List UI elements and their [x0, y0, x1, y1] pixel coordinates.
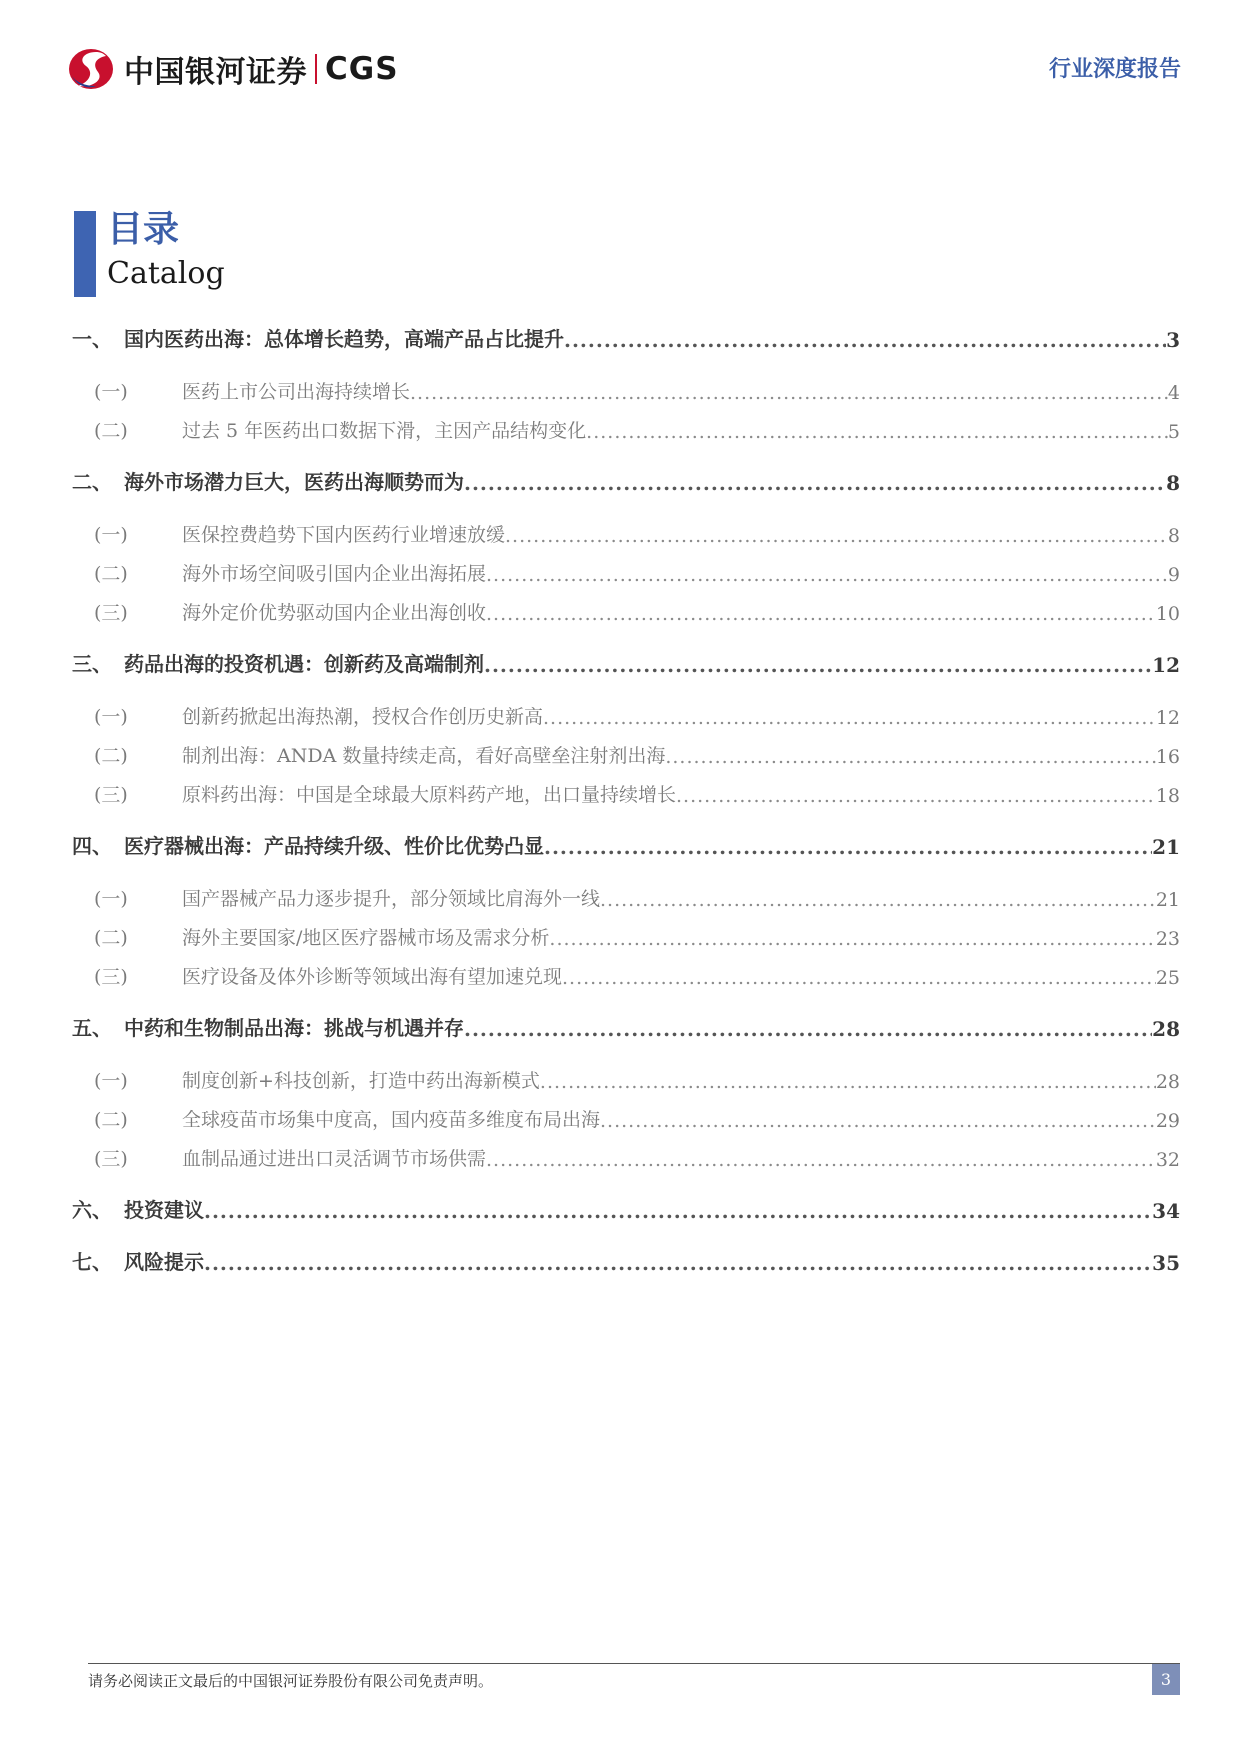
toc-leader-dots: [486, 564, 1168, 586]
toc-page-number: 32: [1155, 1149, 1180, 1171]
toc-leader-dots: [600, 889, 1156, 911]
toc-number: 五、: [72, 1016, 112, 1040]
toc-section[interactable]: [72, 1141, 1180, 1171]
toc-page-number: 28: [1152, 1017, 1180, 1041]
title-cn: 目录: [107, 208, 180, 250]
toc-section[interactable]: [72, 1102, 1180, 1132]
company-logo: [66, 46, 399, 92]
toc-section[interactable]: [72, 413, 1180, 443]
toc-number: (三): [94, 602, 128, 624]
toc-page-number: 16: [1155, 746, 1180, 768]
toc-chapter[interactable]: [72, 1193, 1180, 1223]
page-number: 3: [1152, 1664, 1180, 1695]
toc-leader-dots: [586, 421, 1168, 443]
toc-number: 七、: [72, 1250, 112, 1274]
toc-leader-dots: [464, 471, 1166, 495]
toc-leader-dots: [486, 1149, 1156, 1171]
toc-leader-dots: [564, 328, 1166, 352]
toc-number: (一): [94, 1070, 128, 1092]
toc-leader-dots: [464, 1017, 1152, 1041]
toc-section[interactable]: [72, 699, 1180, 729]
toc-chapter[interactable]: [72, 465, 1180, 495]
toc-leader-dots: [676, 785, 1156, 807]
toc-label: 血制品通过进出口灵活调节市场供需: [182, 1148, 487, 1170]
toc-label: 过去 5 年医药出口数据下滑，主因产品结构变化: [182, 420, 587, 442]
toc-section[interactable]: [72, 517, 1180, 547]
toc-number: (一): [94, 524, 128, 546]
toc-number: (三): [94, 966, 128, 988]
toc-page-number: 5: [1167, 421, 1180, 443]
toc-label: 国内医药出海：总体增长趋势，高端产品占比提升: [124, 327, 564, 351]
toc-page-number: 34: [1152, 1199, 1180, 1223]
toc-number: 六、: [72, 1198, 112, 1222]
toc-label: 中药和生物制品出海：挑战与机遇并存: [124, 1016, 464, 1040]
footer-divider: [88, 1663, 1180, 1664]
toc-page-number: 9: [1167, 564, 1180, 586]
page-header: [0, 0, 1241, 110]
toc-section[interactable]: [72, 1063, 1180, 1093]
toc-section[interactable]: [72, 738, 1180, 768]
toc-label: 国产器械产品力逐步提升，部分领域比肩海外一线: [182, 888, 601, 910]
toc-page-number: 25: [1155, 967, 1180, 989]
toc-page-number: 10: [1155, 603, 1180, 625]
toc-page-number: 35: [1152, 1251, 1180, 1275]
toc-chapter[interactable]: [72, 829, 1180, 859]
toc-number: 一、: [72, 327, 112, 351]
toc-chapter[interactable]: [72, 322, 1180, 352]
toc-label: 创新药掀起出海热潮，授权合作创历史新高: [182, 706, 544, 728]
brand-separator: [315, 54, 317, 84]
title-en: Catalog: [107, 256, 225, 291]
toc-section[interactable]: [72, 374, 1180, 404]
toc-section[interactable]: [72, 959, 1180, 989]
toc-number: (一): [94, 888, 128, 910]
toc-page-number: 3: [1166, 328, 1180, 352]
toc-page-number: 8: [1167, 525, 1180, 547]
toc-number: 三、: [72, 652, 112, 676]
toc-chapter[interactable]: [72, 1011, 1180, 1041]
toc-leader-dots: [562, 967, 1156, 989]
toc-leader-dots: [544, 835, 1152, 859]
toc-section[interactable]: [72, 595, 1180, 625]
toc-leader-dots: [600, 1110, 1156, 1132]
toc-chapter[interactable]: [72, 647, 1180, 677]
toc-page-number: 28: [1155, 1071, 1180, 1093]
toc-section[interactable]: [72, 920, 1180, 950]
report-type: 行业深度报告: [1048, 56, 1181, 82]
toc-number: (三): [94, 1148, 128, 1170]
toc-label: 医疗设备及体外诊断等领域出海有望加速兑现: [182, 966, 563, 988]
toc-leader-dots: [549, 928, 1155, 950]
toc-page-number: 8: [1166, 471, 1180, 495]
title-accent-bar: [74, 211, 96, 297]
toc-section[interactable]: [72, 556, 1180, 586]
toc-label: 风险提示: [124, 1250, 204, 1274]
toc-page-number: 12: [1155, 707, 1180, 729]
toc-leader-dots: [484, 653, 1152, 677]
toc-page-number: 23: [1155, 928, 1180, 950]
toc-number: 二、: [72, 470, 112, 494]
toc-label: 药品出海的投资机遇：创新药及高端制剂: [124, 652, 484, 676]
toc-label: 制度创新+科技创新，打造中药出海新模式: [182, 1070, 540, 1092]
toc-number: (一): [94, 381, 128, 403]
toc-label: 全球疫苗市场集中度高，国内疫苗多维度布局出海: [182, 1109, 601, 1131]
toc-page-number: 29: [1155, 1110, 1180, 1132]
toc-number: (一): [94, 706, 128, 728]
toc-number: (二): [94, 927, 128, 949]
toc-section[interactable]: [72, 777, 1180, 807]
toc-page-number: 18: [1155, 785, 1180, 807]
toc-section[interactable]: [72, 881, 1180, 911]
toc-leader-dots: [540, 1071, 1156, 1093]
toc-number: (二): [94, 563, 128, 585]
toc-leader-dots: [204, 1251, 1152, 1275]
brand-name-en: CGS: [325, 51, 399, 87]
toc-leader-dots: [543, 707, 1156, 729]
toc-label: 海外主要国家/地区医疗器械市场及需求分析: [182, 927, 550, 949]
toc-leader-dots: [665, 746, 1155, 768]
toc-label: 海外市场空间吸引国内企业出海拓展: [182, 563, 487, 585]
toc-label: 海外市场潜力巨大，医药出海顺势而为: [124, 470, 464, 494]
toc-number: (二): [94, 745, 128, 767]
toc-label: 海外定价优势驱动国内企业出海创收: [182, 602, 487, 624]
toc-number: (二): [94, 1109, 128, 1131]
toc-label: 投资建议: [124, 1198, 204, 1222]
brand-name-cn: 中国银河证券: [124, 55, 307, 90]
toc-leader-dots: [410, 382, 1168, 404]
toc-number: (三): [94, 784, 128, 806]
galaxy-logo-icon: [66, 46, 116, 92]
toc-label: 医药上市公司出海持续增长: [182, 381, 411, 403]
footer-disclaimer: 请务必阅读正文最后的中国银河证券股份有限公司免责声明。: [88, 1672, 494, 1690]
toc-label: 医保控费趋势下国内医药行业增速放缓: [182, 524, 506, 546]
toc-chapter[interactable]: [72, 1245, 1180, 1275]
toc-label: 制剂出海：ANDA 数量持续走高，看好高壁垒注射剂出海: [182, 745, 666, 767]
toc-label: 医疗器械出海：产品持续升级、性价比优势凸显: [124, 834, 544, 858]
toc-leader-dots: [486, 603, 1156, 625]
toc-page-number: 21: [1155, 889, 1180, 911]
toc-page-number: 4: [1167, 382, 1180, 404]
toc-leader-dots: [505, 525, 1168, 547]
toc-label: 原料药出海：中国是全球最大原料药产地，出口量持续增长: [182, 784, 677, 806]
toc-page-number: 12: [1152, 653, 1180, 677]
toc-number: 四、: [72, 834, 112, 858]
toc-leader-dots: [204, 1199, 1152, 1223]
toc-number: (二): [94, 420, 128, 442]
toc-page-number: 21: [1152, 835, 1180, 859]
